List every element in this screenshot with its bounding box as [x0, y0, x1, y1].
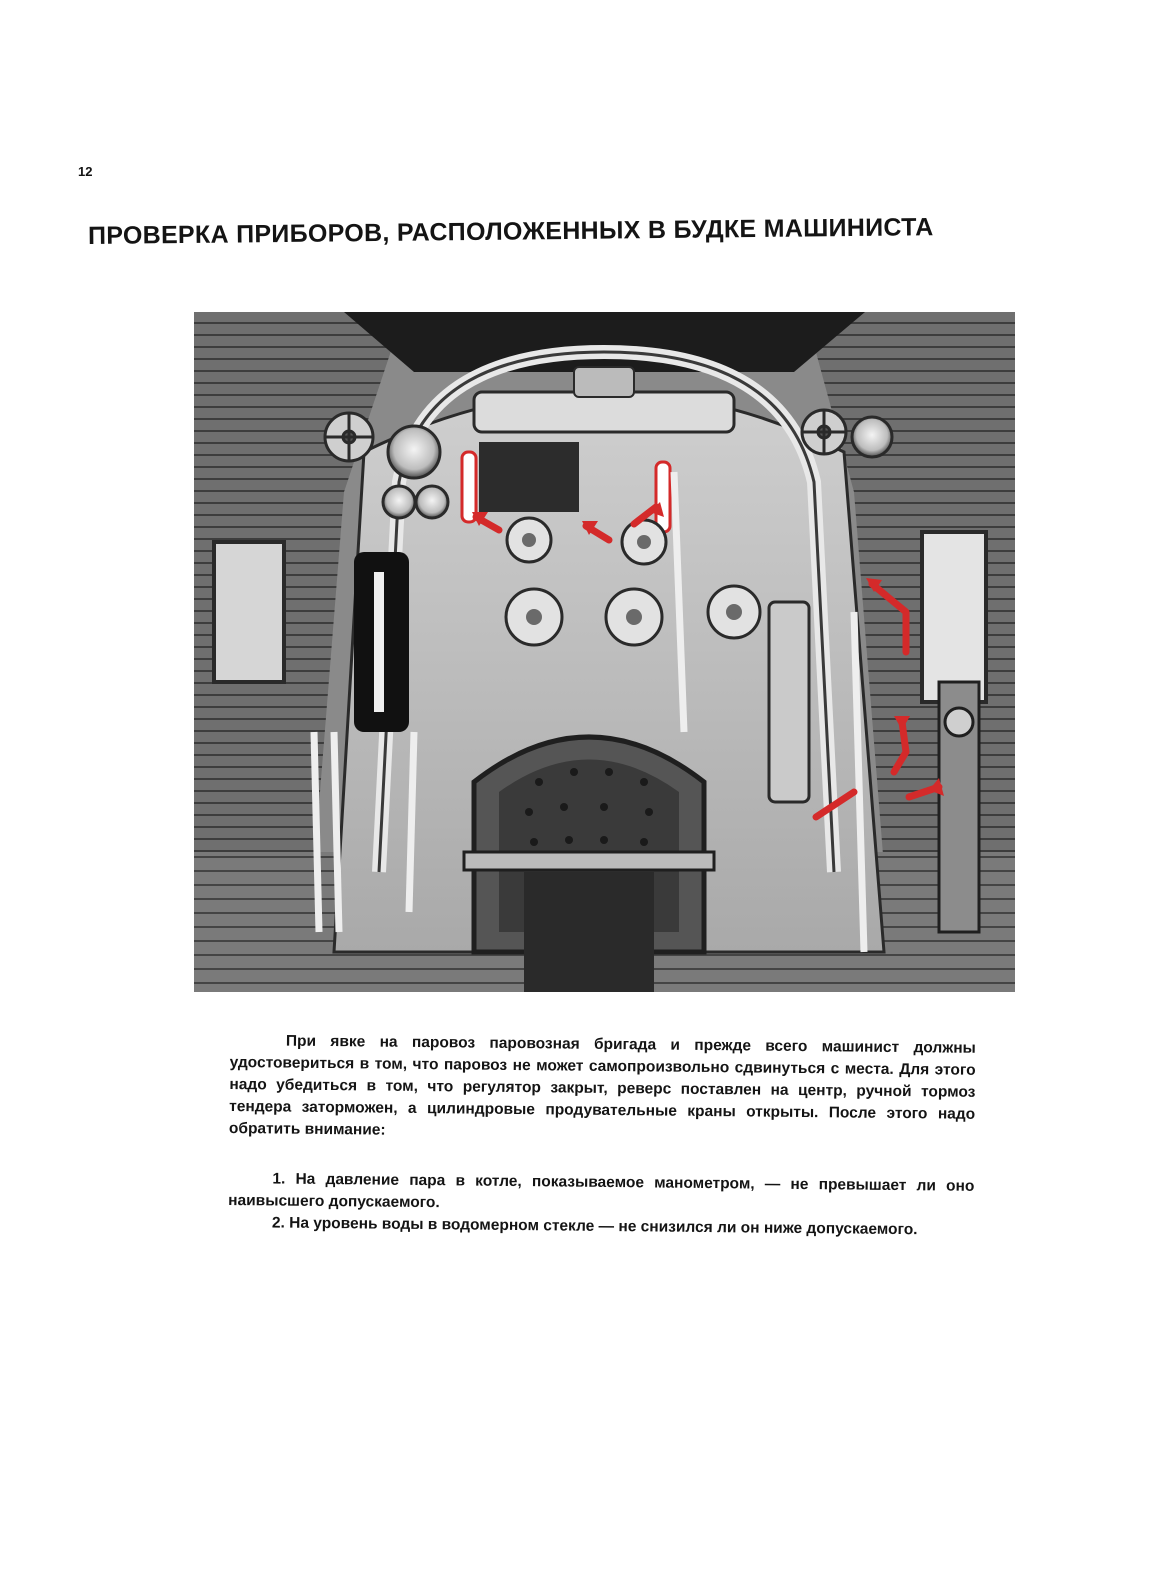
roof: [344, 312, 865, 372]
water-glass-right: [656, 462, 670, 532]
left-window: [214, 542, 284, 682]
right-window: [922, 532, 986, 702]
valve-wheel-left: [325, 413, 373, 461]
water-glass-left: [462, 452, 476, 522]
checklist-item-2: 2. На уровень воды в водомерном стекле — не снизился ли он ниже допускаемого.: [271, 1214, 918, 1239]
page-title: ПРОВЕРКА ПРИБОРОВ, РАСПОЛОЖЕННЫХ В БУДКЕ МАШИНИСТА: [87, 213, 934, 250]
cab-illustration: [194, 312, 1015, 992]
checklist-item-1: 1. На давление пара в котле, показываемое манометром, — не превышает ли оно наивысшего допускаемого.: [228, 1170, 975, 1212]
checklist: [228, 1168, 975, 1242]
intro-paragraph: При явке на паровоз паровозная бригада и прежде всего машинист должны удостовериться в том, что паровоз не может самопроизвольно сдвинуться с места. Для этого надо убедиться в том, что регулятор закрыт, реверс поставлен на центр, ручной тормоз тендера заторможен, а цилиндровые продувательные краны открыты. После этого надо обратить внимание:: [228, 1032, 976, 1139]
page-number: 12: [78, 164, 93, 179]
regulator-column: [769, 602, 809, 802]
gauge-small-left: [383, 486, 415, 518]
pressure-gauge-right: [852, 417, 892, 457]
body-text: [228, 1030, 976, 1242]
gauge-small-right: [416, 486, 448, 518]
valve-wheel-right: [802, 410, 846, 454]
pressure-gauge-top: [388, 426, 440, 478]
